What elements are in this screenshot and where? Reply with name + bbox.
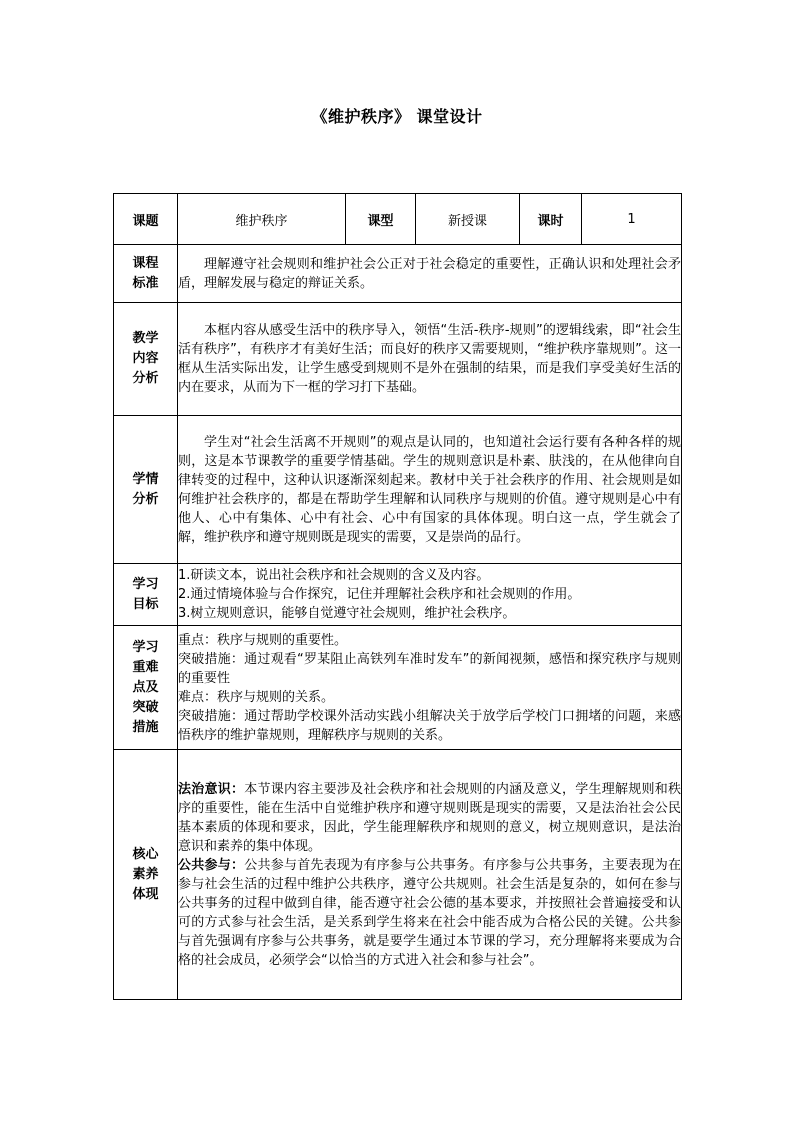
goal-item: 3.树立规则意识，能够自觉遵守社会规则，维护社会秩序。: [178, 606, 516, 621]
key-point-line: 难点：秩序与规则的关系。: [178, 689, 335, 705]
lesson-type-value: 新授课: [416, 194, 520, 245]
document-title: 《维护秩序》 课堂设计: [311, 107, 483, 126]
learner-analysis-text: [178, 416, 682, 564]
content-analysis-text: [178, 303, 682, 416]
row-learner-analysis: [114, 416, 682, 564]
label-text: 教学 内容 分析: [132, 331, 159, 386]
public-participation-paragraph: [178, 856, 681, 970]
key-point-line: 突破措施：通过帮助学校课外活动实践小组解决关于放学后学校门口拥堵的问题，来感悟秩序的维护靠规则，理解秩序与规则的关系。: [178, 708, 681, 743]
header-row: [114, 194, 682, 245]
lesson-plan-table: [113, 193, 682, 1000]
core-literacy-text: [178, 750, 682, 1000]
label-class-hours: 课时: [520, 194, 582, 245]
topic-value: 维护秩序: [178, 194, 346, 245]
learning-goals-list: [178, 564, 682, 626]
label-text: 学习 目标: [132, 576, 159, 612]
key-points-text: [178, 626, 682, 750]
label-core-literacy: [114, 750, 178, 1000]
row-learning-goals: [114, 564, 682, 626]
row-key-points: [114, 626, 682, 750]
goal-item: 1.研读文本，说出社会秩序和社会规则的含义及内容。: [178, 568, 490, 583]
class-hours-value: 1: [582, 194, 682, 245]
label-text: 学习 重难 点及 突破 措施: [132, 639, 159, 735]
label-content-analysis: [114, 303, 178, 416]
label-learning-goals: [114, 564, 178, 626]
law-awareness-text: 本节课内容主要涉及社会秩序和社会规则的内涵及意义，学生理解规则和秩序的重要性，能在生活中自觉维护秩序和遵守规则既是现实的需要，又是法治社会公民基本素质的体现和要求，因此，学生能理解秩序和规则的意义，树立规则意识，是法治意识和素养的集中体现。: [178, 781, 681, 854]
row-content-analysis: [114, 303, 682, 416]
row-core-literacy: [114, 750, 682, 1000]
label-text: 课程 标准: [132, 255, 159, 291]
label-topic: 课题: [114, 194, 178, 245]
label-lesson-type: 课型: [346, 194, 416, 245]
law-awareness-paragraph: [178, 780, 681, 856]
key-point-line: 突破措施：通过观看“罗某阻止高铁列车准时发车”的新闻视频，感悟和探究秩序与规则的重要性: [178, 651, 681, 686]
goal-item: 2.通过情境体验与合作探究，记住并理解社会秩序和社会规则的作用。: [178, 587, 581, 602]
row-curriculum-standard: [114, 245, 682, 303]
label-learner-analysis: [114, 416, 178, 564]
law-awareness-heading: 法治意识：: [178, 781, 245, 797]
key-point-line: 重点：秩序与规则的重要性。: [178, 632, 348, 648]
paragraph: 本框内容从感受生活中的秩序导入，领悟“生活-秩序-规则”的逻辑线索，即“社会生活有秩序”，有秩序才有美好生活；而良好的秩序又需要规则，“维护秩序靠规则”。这一框从生活实际出发，让学生感受到规则不是外在强制的结果，而是我们享受美好生活的内在要求，从而为下一框的学习打下基础。: [178, 323, 681, 395]
curriculum-standard-text: [178, 245, 682, 303]
label-curriculum-standard: [114, 245, 178, 303]
paragraph: 学生对“社会生活离不开规则”的观点是认同的，也知道社会运行要有各种各样的规则，这是本节课教学的重要学情基础。学生的规则意识是朴素、肤浅的，在从他律向自律转变的过程中，这种认识逐渐深刻起来。教材中关于社会秩序的作用、社会规则是如何维护社会秩序的，都是在帮助学生理解和认同秩序与规则的价值。遵守规则是心中有他人、心中有集体、心中有社会、心中有国家的具体体现。明白这一点，学生就会了解，维护秩序和遵守规则既是现实的需要，又是崇尚的品行。: [178, 434, 681, 545]
public-participation-heading: 公共参与：: [178, 857, 245, 873]
label-key-points: [114, 626, 178, 750]
paragraph: 理解遵守社会规则和维护社会公正对于社会稳定的重要性，正确认识和处理社会矛盾，理解发展与稳定的辩证关系。: [178, 256, 681, 291]
public-participation-text: 公共参与首先表现为有序参与公共事务。有序参与公共事务，主要表现为在参与社会生活的过程中维护公共秩序，遵守公共规则。社会生活是复杂的，如何在参与公共事务的过程中做到自律，能否遵守社会公德的基本要求，并按照社会普遍接受和认可的方式参与社会生活，是关系到学生将来在社会中能否成为合格公民的关键。公共参与首先强调有序参与公共事务，就是要学生通过本节课的学习，充分理解将来要成为合格的社会成员，必须学会“以恰当的方式进入社会和参与社会”。: [178, 857, 681, 968]
label-text: 学情 分析: [132, 471, 159, 507]
label-text: 核心 素养 体现: [132, 846, 159, 902]
